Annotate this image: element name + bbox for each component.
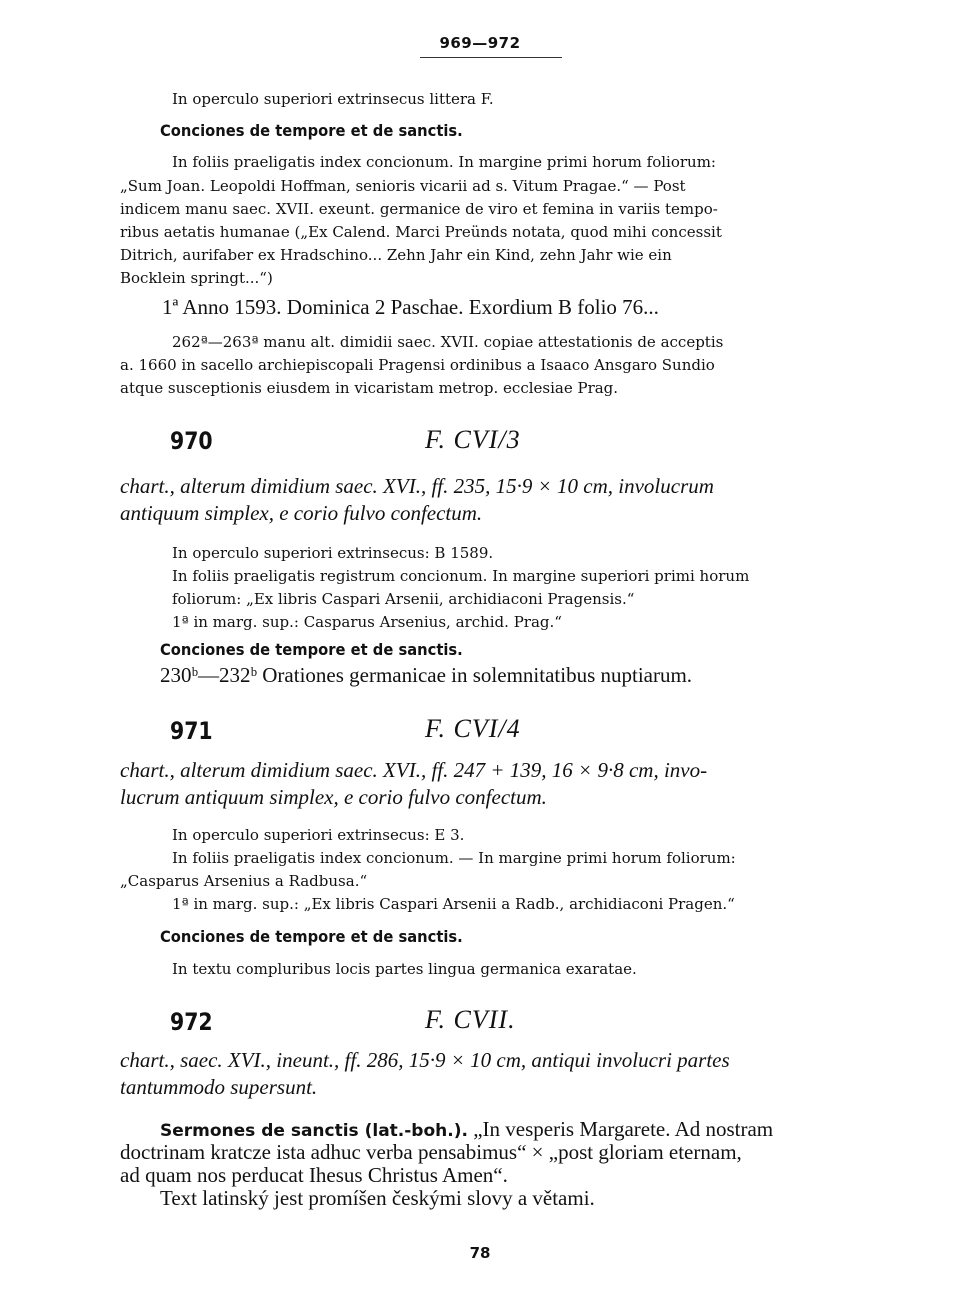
description-line: chart., alterum dimidium saec. XVI., ff. 235, 15·9 × 10 cm, involucrum: [120, 474, 714, 498]
page-number: 78: [469, 1244, 491, 1262]
description-line: chart., alterum dimidium saec. XVI., ff. 247 + 139, 16 × 9·8 cm, invo-: [120, 758, 708, 782]
incipit-line: 1ª Anno 1593. Dominica 2 Paschae. Exordium B folio 76...: [162, 295, 659, 319]
description-line: chart., saec. XVI., ineunt., ff. 286, 15·9 × 10 cm, antiqui involucri partes: [120, 1048, 730, 1072]
description-line: lucrum antiquum simplex, e corio fulvo confectum.: [120, 785, 547, 809]
text-line: „Casparus Arsenius a Radbusa.“: [120, 872, 368, 890]
running-head: 969—972: [439, 34, 521, 52]
running-head-rule: [420, 57, 562, 58]
text-line: 262ª—263ª manu alt. dimidii saec. XVII. copiae attestationis de acceptis: [172, 333, 724, 351]
text-line: a. 1660 in sacello archiepiscopali Pragensi ordinibus a Isaaco Ansgaro Sundio: [120, 356, 715, 374]
shelfmark-971: F. CVI/4: [425, 714, 521, 743]
section-heading-970: Conciones de tempore et de sanctis.: [160, 640, 463, 659]
text-line: Bocklein springt...“): [120, 269, 273, 287]
text-line: ribus aetatis humanae („Ex Calend. Marci Preünds notata, quod mihi concessit: [120, 223, 722, 241]
text-line: indicem manu saec. XVII. exeunt. germanice de viro et femina in variis tempo-: [120, 200, 718, 218]
operculo-note-969: In operculo superiori extrinsecus littera F.: [172, 90, 494, 108]
text-line: 1ª in marg. sup.: „Ex libris Caspari Arsenii a Radb., archidiaconi Pragen.“: [172, 895, 735, 913]
section-heading-971: Conciones de tempore et de sanctis.: [160, 927, 463, 946]
text-line: 1ª in marg. sup.: Casparus Arsenius, archid. Prag.“: [172, 613, 562, 631]
text-line: In operculo superiori extrinsecus: B 1589.: [172, 544, 494, 562]
text-line: In foliis praeligatis index concionum. In margine primi horum foliorum:: [172, 153, 716, 171]
sermon-line: ad quam nos perducat Ihesus Christus Amen“.: [120, 1163, 508, 1187]
sermon-incipit: „In vesperis Margarete. Ad nostram: [467, 1117, 774, 1141]
entry-number-972: 972: [170, 1008, 213, 1036]
shelfmark-972: F. CVII.: [425, 1005, 516, 1034]
text-line: Ditrich, aurifaber ex Hradschino... Zehn Jahr ein Kind, zehn Jahr wie ein: [120, 246, 672, 264]
text-line: „Sum Joan. Leopoldi Hoffman, senioris vicarii ad s. Vitum Pragae.“ — Post: [120, 177, 686, 195]
content-line-971: In textu compluribus locis partes lingua germanica exaratae.: [172, 960, 637, 978]
text-line: In foliis praeligatis registrum concionum. In margine superiori primi horum: [172, 567, 750, 585]
sermon-line: Text latinský jest promíšen českými slovy a větami.: [160, 1186, 595, 1210]
text-line: atque susceptionis eiusdem in vicaristam metrop. ecclesiae Prag.: [120, 379, 619, 397]
entry-number-971: 971: [170, 717, 213, 745]
sermon-heading: Sermones de sanctis (lat.-boh.).: [160, 1121, 468, 1141]
section-heading-969: Conciones de tempore et de sanctis.: [160, 121, 463, 140]
text-line: foliorum: „Ex libris Caspari Arsenii, archidiaconi Pragensis.“: [172, 590, 635, 608]
text-line: In foliis praeligatis index concionum. — In margine primi horum foliorum:: [172, 849, 736, 867]
sermon-line: doctrinam kratcze ista adhuc verba pensabimus“ × „post gloriam eternam,: [120, 1140, 742, 1164]
description-line: tantummodo supersunt.: [120, 1075, 318, 1099]
text-line: In operculo superiori extrinsecus: E 3.: [172, 826, 465, 844]
content-line-970: 230ᵇ—232ᵇ Orationes germanicae in solemnitatibus nuptiarum.: [160, 663, 693, 687]
shelfmark-970: F. CVI/3: [425, 425, 521, 454]
description-line: antiquum simplex, e corio fulvo confectum.: [120, 501, 483, 525]
sermon-line: [160, 1117, 773, 1142]
entry-number-970: 970: [170, 427, 213, 455]
